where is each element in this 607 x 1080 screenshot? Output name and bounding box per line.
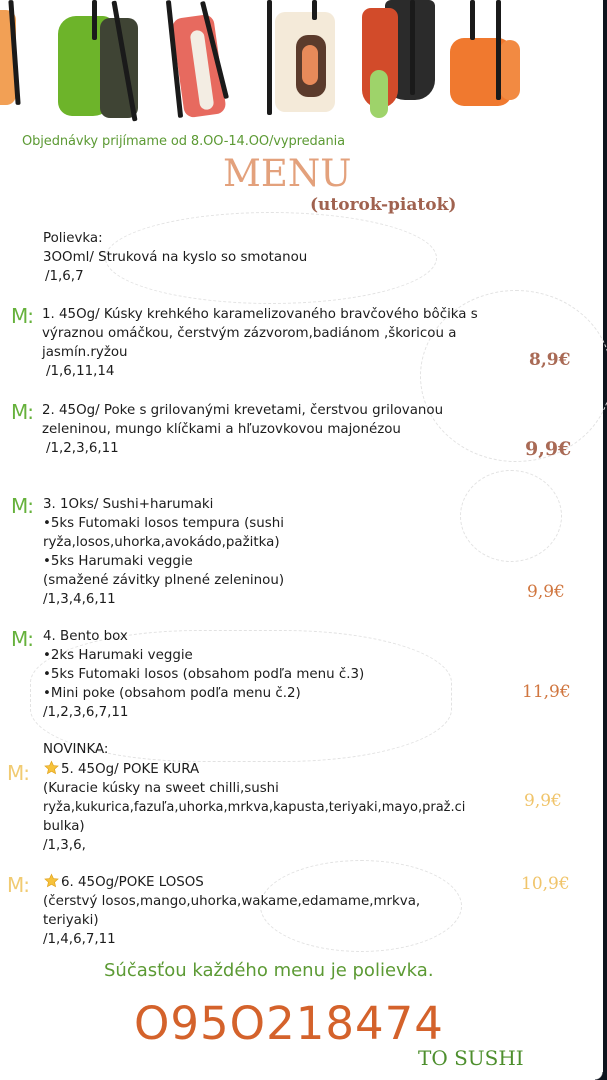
- menu-item-line: •2ks Harumaki veggie: [43, 648, 193, 663]
- menu-item-allergens: /1,3,6,: [43, 838, 86, 853]
- menu-item-line: (čerstvý losos,mango,uhorka,wakame,edamame,mrkva,: [43, 894, 421, 909]
- decorative-outline: [460, 470, 562, 562]
- soup-heading: Polievka:: [43, 231, 103, 246]
- menu-item-2-label: M:: [11, 400, 33, 424]
- star-icon: [43, 873, 60, 889]
- menu-item-title: 5. 45Og/ POKE KURA: [61, 762, 200, 777]
- brand-name: TO SUSHI: [418, 1046, 524, 1070]
- chopstick: [312, 0, 317, 20]
- right-edge-border: [603, 0, 607, 1080]
- menu-item-2: [42, 401, 443, 458]
- menu-item-line: 4. Bento box: [43, 629, 128, 644]
- menu-item-line: teriyaki): [43, 913, 99, 928]
- edge-corner: [595, 1072, 603, 1080]
- menu-item-6-label: M:: [7, 873, 29, 897]
- menu-item-4: [43, 627, 364, 722]
- menu-title: MENU: [223, 152, 352, 195]
- chopstick: [92, 0, 97, 40]
- menu-item-5: [43, 760, 465, 855]
- menu-item-3-label: M:: [11, 494, 33, 518]
- order-hours-notice: Objednávky prijímame od 8.OO-14.OO/vypredania: [22, 134, 346, 149]
- menu-item-line: ryža,kukurica,fazuľa,uhorka,mrkva,kapusta,teriyaki,mayo,praž.ci: [43, 800, 466, 815]
- sushi-roll-center: [302, 45, 318, 85]
- menu-item-allergens: /1,2,3,6,11: [46, 441, 119, 456]
- phone-number: O95O218474: [134, 997, 444, 1050]
- soup-included-note: Súčasťou každého menu je polievka.: [104, 960, 434, 981]
- menu-item-line: •5ks Futomaki losos (obsahom podľa menu č.3): [43, 667, 365, 682]
- menu-item-line: bulka): [43, 819, 85, 834]
- chopstick: [470, 0, 475, 40]
- star-icon: [43, 760, 60, 776]
- menu-item-5-label: M:: [7, 761, 29, 785]
- menu-days: (utorok-piatok): [310, 195, 457, 215]
- menu-item-line: •5ks Futomaki losos tempura (sushi: [43, 516, 284, 531]
- menu-item-1: [42, 305, 478, 381]
- novinka-badge: [43, 740, 108, 759]
- menu-item-line: výraznou omáčkou, čerstvým zázvorom,badiánom ,škoricou a: [42, 326, 457, 341]
- menu-item-line: (smažené závitky plnené zeleninou): [43, 573, 285, 588]
- menu-item-allergens: /1,4,6,7,11: [43, 932, 116, 947]
- menu-item-line: 2. 45Og/ Poke s grilovanými krevetami, čerstvou grilovanou: [42, 403, 444, 418]
- menu-item-line: jasmín.ryžou: [42, 345, 128, 360]
- menu-item-line: zeleninou, mungo klíčkami a hľuzovkovou majonézou: [42, 422, 401, 437]
- menu-item-1-price: 8,9€: [529, 350, 571, 370]
- menu-item-allergens: /1,2,3,6,7,11: [43, 705, 129, 720]
- chopstick: [267, 0, 272, 115]
- novinka-label: NOVINKA:: [43, 742, 109, 757]
- menu-item-4-label: M:: [11, 627, 33, 651]
- chopstick: [496, 0, 501, 100]
- sushi-piece-tobiko-2: [500, 40, 520, 100]
- menu-item-line: ryža,losos,uhorka,avokádo,pažitka): [43, 535, 280, 550]
- menu-item-4-price: 11,9€: [522, 682, 571, 702]
- sushi-piece-cucumber: [370, 70, 388, 118]
- menu-item-line: 3. 1Oks/ Sushi+harumaki: [43, 497, 214, 512]
- menu-item-allergens: /1,6,11,14: [46, 364, 115, 379]
- soup-section: [43, 229, 307, 286]
- menu-item-line: [43, 873, 420, 892]
- menu-item-title: 6. 45Og/POKE LOSOS: [61, 875, 204, 890]
- menu-item-1-label: M:: [11, 304, 33, 328]
- menu-item-line: (Kuracie kúsky na sweet chilli,sushi: [43, 781, 279, 796]
- menu-item-6: [43, 873, 420, 949]
- menu-item-line: [43, 760, 465, 779]
- menu-item-3-price: 9,9€: [527, 582, 565, 602]
- sushi-photo-banner: [0, 0, 600, 125]
- menu-item-5-price: 9,9€: [524, 791, 562, 811]
- soup-name: 3OOml/ Struková na kyslo so smotanou: [43, 250, 308, 265]
- menu-item-2-price: 9,9€: [525, 438, 572, 460]
- menu-item-line: 1. 45Og/ Kúsky krehkého karamelizovaného bravčového bôčika s: [42, 307, 478, 322]
- menu-item-3: [43, 495, 284, 609]
- chopstick: [410, 0, 415, 95]
- menu-item-line: •Mini poke (obsahom podľa menu č.2): [43, 686, 301, 701]
- soup-allergens: /1,6,7: [45, 269, 84, 284]
- menu-item-6-price: 10,9€: [521, 874, 570, 894]
- menu-item-allergens: /1,3,4,6,11: [43, 592, 116, 607]
- menu-item-line: •5ks Harumaki veggie: [43, 554, 193, 569]
